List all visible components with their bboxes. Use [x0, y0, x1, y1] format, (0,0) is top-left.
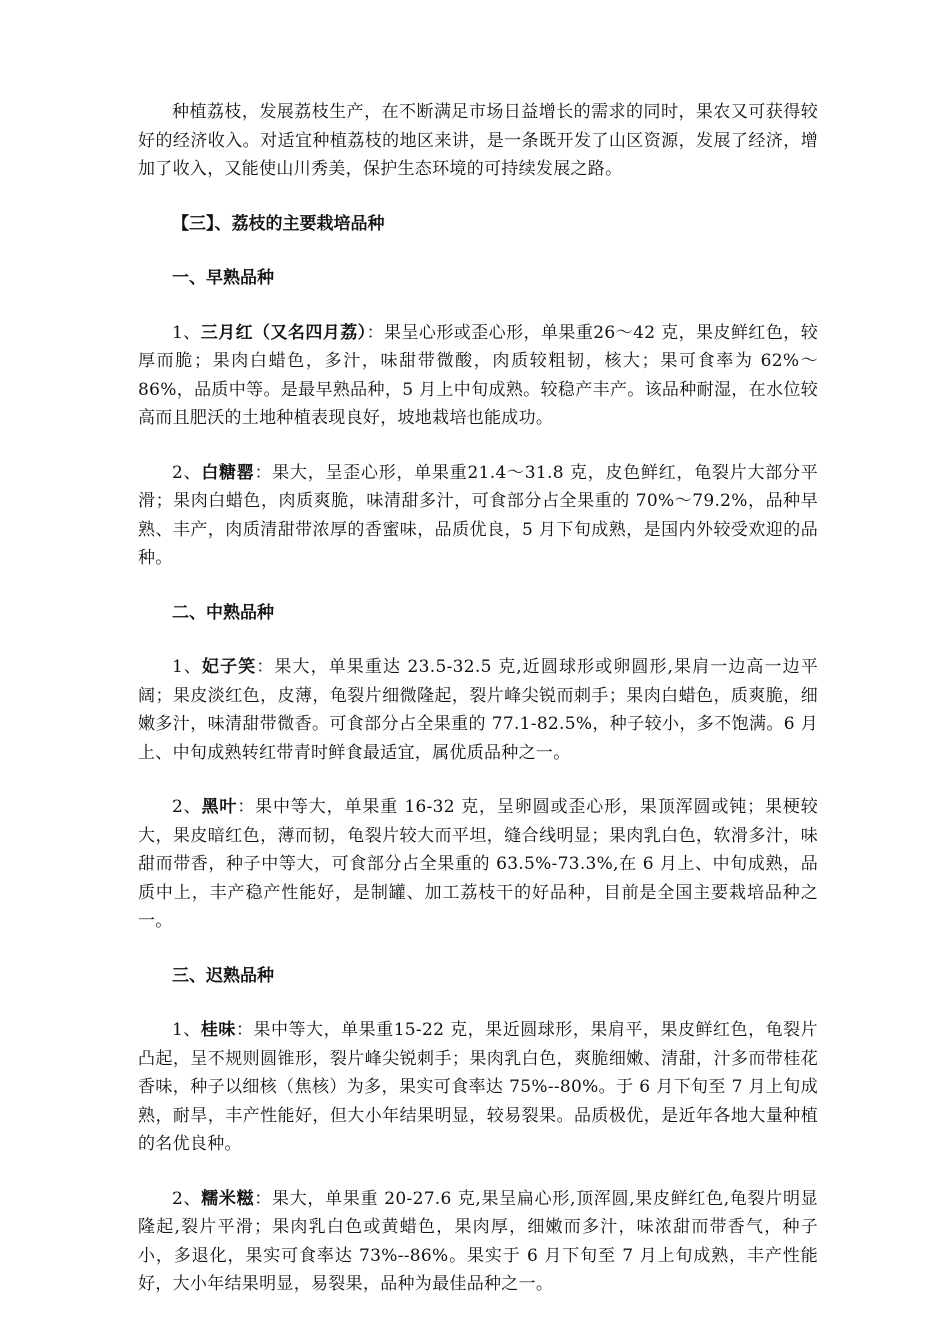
variety-paragraph	[138, 319, 818, 433]
variety-description: ：果中等大，单果重 16-32 克，呈卵圆或歪心形，果顶浑圆或钝；果梗较大，果皮暗红色，薄而韧，龟裂片较大而平坦，缝合线明显；果肉乳白色，软滑多汁，味甜而带香，种子中等大，可食部分占全果重的 63.5%-73.3%,在 6 月上、中旬成熟，品质中上，丰产稳产性能好，是制罐、加工荔枝干的好品种，目前是全国主要栽培品种之一。	[138, 797, 818, 931]
variety-number: 2、	[172, 1188, 202, 1209]
variety-paragraph	[138, 1016, 818, 1159]
variety-paragraph	[138, 1185, 818, 1299]
variety-description: ：果大，单果重 20-27.6 克,果呈扁心形,顶浑圆,果皮鲜红色,龟裂片明显隆起,裂片平滑；果肉乳白色或黄蜡色，果肉厚，细嫩而多汁，味浓甜而带香气，种子小，多退化，果实可食率达 73%--86%。果实于 6 月下旬至 7 月上旬成熟，丰产性能好，大小年结果明显，易裂果，品种为最佳品种之一。	[138, 1188, 818, 1294]
section-title: 【三】、荔枝的主要栽培品种	[172, 213, 385, 234]
variety-paragraph	[138, 793, 818, 936]
variety-number: 2、	[172, 462, 202, 483]
variety-name: 糯米糍	[201, 1188, 255, 1209]
intro-paragraph: 种植荔枝，发展荔枝生产，在不断满足市场日益增长的需求的同时，果农又可获得较好的经济收入。对适宜种植荔枝的地区来讲，是一条既开发了山区资源，发展了经济，增加了收入，又能使山川秀美，保护生态环境的可持续发展之路。	[138, 102, 818, 179]
variety-name: 白糖罂	[201, 462, 255, 483]
variety-description: ：果呈心形或歪心形，单果重26～42 克，果皮鲜红色，较厚而脆；果肉白蜡色，多汁，味甜带微酸，肉质较粗韧，核大；果可食率为 62%～86%，品质中等。是最早熟品种，5 月上中旬成熟。较稳产丰产。该品种耐湿，在水位较高而且肥沃的土地种植表现良好，坡地栽培也能成功。	[138, 322, 818, 428]
variety-name: 三月红（又名四月荔）	[200, 322, 367, 343]
variety-name: 桂味	[200, 1020, 236, 1040]
variety-number: 1、	[172, 657, 203, 677]
variety-name: 妃子笑	[202, 657, 257, 677]
group-heading-mid: 二、中熟品种	[172, 602, 274, 623]
variety-number: 1、	[172, 1020, 201, 1040]
group-heading-late: 三、迟熟品种	[172, 965, 274, 986]
variety-paragraph	[138, 653, 818, 767]
variety-paragraph	[138, 459, 818, 573]
variety-number: 1、	[172, 322, 201, 343]
group-heading-early: 一、早熟品种	[172, 268, 274, 288]
variety-description: ：果大，单果重达 23.5-32.5 克,近圆球形或卵圆形,果肩一边高一边平阔；果皮淡红色，皮薄，龟裂片细微隆起，裂片峰尖锐而刺手；果肉白蜡色，质爽脆，细嫩多汁，味清甜带微香。可食部分占全果重的 77.1-82.5%，种子较小，多不饱满。6 月上、中旬成熟转红带青时鲜食最适宜，属优质品种之一。	[138, 657, 819, 763]
variety-description: ：果中等大，单果重15-22 克，果近圆球形，果肩平，果皮鲜红色，龟裂片凸起，呈不规则圆锥形，裂片峰尖锐刺手；果肉乳白色，爽脆细嫩、清甜，汁多而带桂花香味，种子以细核（焦核）为多，果实可食率达 75%--80%。于 6 月下旬至 7 月上旬成熟，耐旱，丰产性能好，但大小年结果明显，较易裂果。品质极优，是近年各地大量种植的名优良种。	[138, 1020, 818, 1154]
variety-name: 黑叶	[201, 797, 238, 817]
variety-number: 2、	[172, 797, 202, 817]
document-body	[138, 98, 818, 1325]
variety-description: ：果大，呈歪心形，单果重21.4～31.8 克，皮色鲜红，龟裂片大部分平滑；果肉白蜡色，肉质爽脆，味清甜多汁，可食部分占全果重的 70%～79.2%，品种早熟、丰产，肉质清甜带浓厚的香蜜味，品质优良，5 月下旬成熟，是国内外较受欢迎的品种。	[138, 462, 818, 568]
